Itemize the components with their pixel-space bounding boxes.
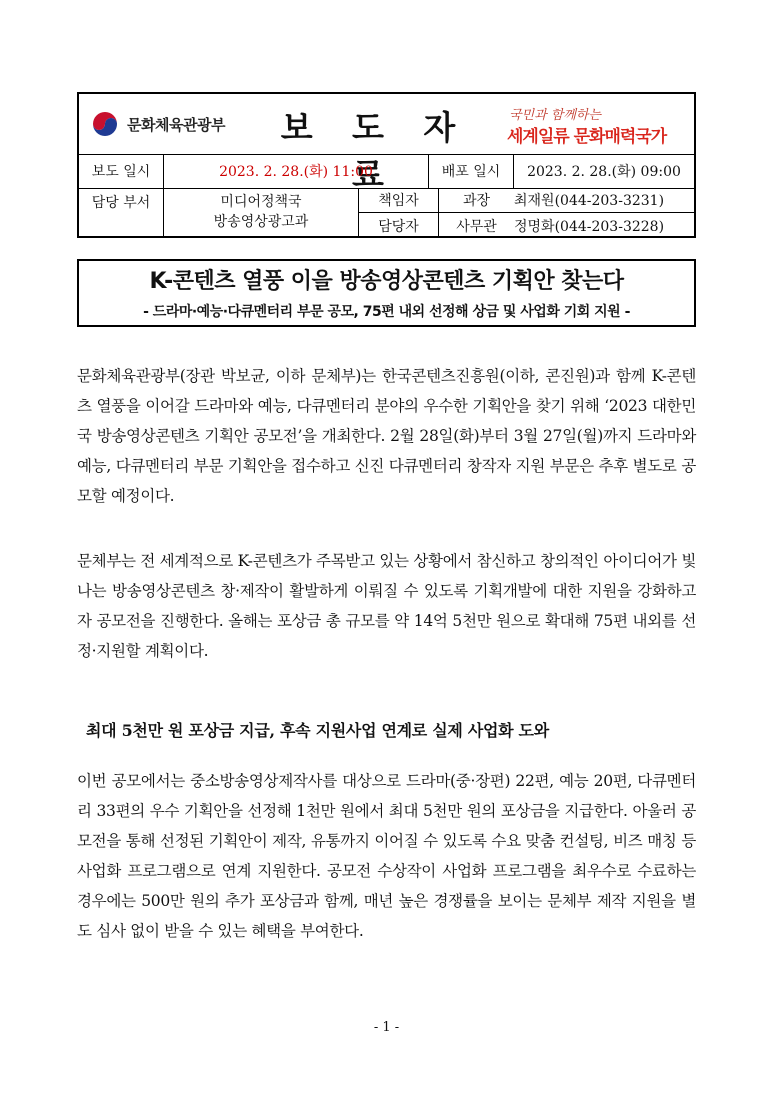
- manager-label: 책임자: [359, 188, 439, 213]
- report-date-value: 2023. 2. 28.(화) 11:00: [164, 154, 429, 188]
- date-row: [79, 154, 694, 189]
- slogan-small: 국민과 함께하는: [509, 108, 602, 123]
- press-release-header: [77, 92, 696, 238]
- press-release-title: 보 도 자 료: [280, 108, 470, 194]
- manager-title: 과장: [462, 193, 491, 209]
- ministry-brand: [89, 108, 225, 140]
- contact-label: 담당자: [359, 213, 439, 238]
- department-value: [164, 188, 359, 238]
- report-date-label: 보도 일시: [79, 154, 164, 188]
- contact-title: 사무관: [456, 218, 497, 235]
- section-subheading: 최대 5천만 원 포상금 지급, 후속 지원사업 연계로 실제 사업화 도와: [86, 721, 549, 740]
- department-bureau: 미디어정책국: [220, 194, 302, 210]
- department-label: 담당 부서: [79, 188, 164, 238]
- body-paragraph-2: 문체부는 전 세계적으로 K-콘텐츠가 주목받고 있는 상황에서 참신하고 창의적인 아이디어가 빛나는 방송영상콘텐츠 창·제작이 활발하게 이뤄질 수 있도록 기획개발에 대한 지원을 강화하고자 공모전을 진행한다. 올해는 포상금 총 규모를 약 14억 5천만 원으로 확대해 75편 내외를 선정·지원할 계획이다.: [77, 552, 696, 660]
- contact-name: 정명화(044-203-3228): [514, 218, 665, 235]
- body-paragraph-1: 문화체육관광부(장관 박보균, 이하 문체부)는 한국콘텐츠진흥원(이하, 콘진원)과 함께 K-콘텐츠 열풍을 이어갈 드라마와 예능, 다큐멘터리 분야의 우수한 기획안을 찾기 위해 ‘2023 대한민국 방송영상콘텐츠 기획안 공모전’을 개최한다. 2월 28일(화)부터 3월 27일(월)까지 드라마와 예능, 다큐멘터리 부문 기획안을 접수하고 신진 다큐멘터리 창작자 지원 부문은 추후 별도로 공모할 예정이다.: [77, 367, 696, 505]
- contact-info: [439, 213, 694, 238]
- manager-info: [439, 188, 694, 213]
- taegeuk-logo-icon: [89, 108, 121, 140]
- headline: K-콘텐츠 열풍 이을 방송영상콘텐츠 기획안 찾는다: [149, 269, 624, 294]
- page-number: - 1 -: [373, 1020, 400, 1035]
- manager-name: 최재원(044-203-3231): [514, 193, 665, 209]
- body-paragraph-3: 이번 공모에서는 중소방송영상제작사를 대상으로 드라마(중·장편) 22편, 예능 20편, 다큐멘터리 33편의 우수 기획안을 선정해 1천만 원에서 최대 5천만 원의 포상금을 지급한다. 아울러 공모전을 통해 선정된 기획안이 제작, 유통까지 이어질 수 있도록 수요 맞춤 컨설팅, 비즈 매칭 등 사업화 프로그램으로 연계 지원한다. 공모전 수상작이 사업화 프로그램을 최우수로 수료하는 경우에는 500만 원의 추가 포상금과 함께, 매년 높은 경쟁률을 보이는 문체부 제작 지원을 별도 심사 없이 받을 수 있는 혜택을 부여한다.: [77, 772, 696, 940]
- distribute-date-value: 2023. 2. 28.(화) 09:00: [527, 164, 681, 180]
- department-row: [79, 188, 694, 238]
- department-division: 방송영상광고과: [213, 214, 309, 230]
- sub-headline: - 드라마·예능·다큐멘터리 부문 공모, 75편 내외 선정해 상금 및 사업화 기회 지원 -: [143, 304, 630, 320]
- slogan-main: 세계일류 문화매력국가: [507, 127, 667, 147]
- distribute-date-label: 배포 일시: [429, 154, 514, 188]
- ministry-name: 문화체육관광부: [127, 115, 225, 134]
- headline-box: [77, 259, 696, 327]
